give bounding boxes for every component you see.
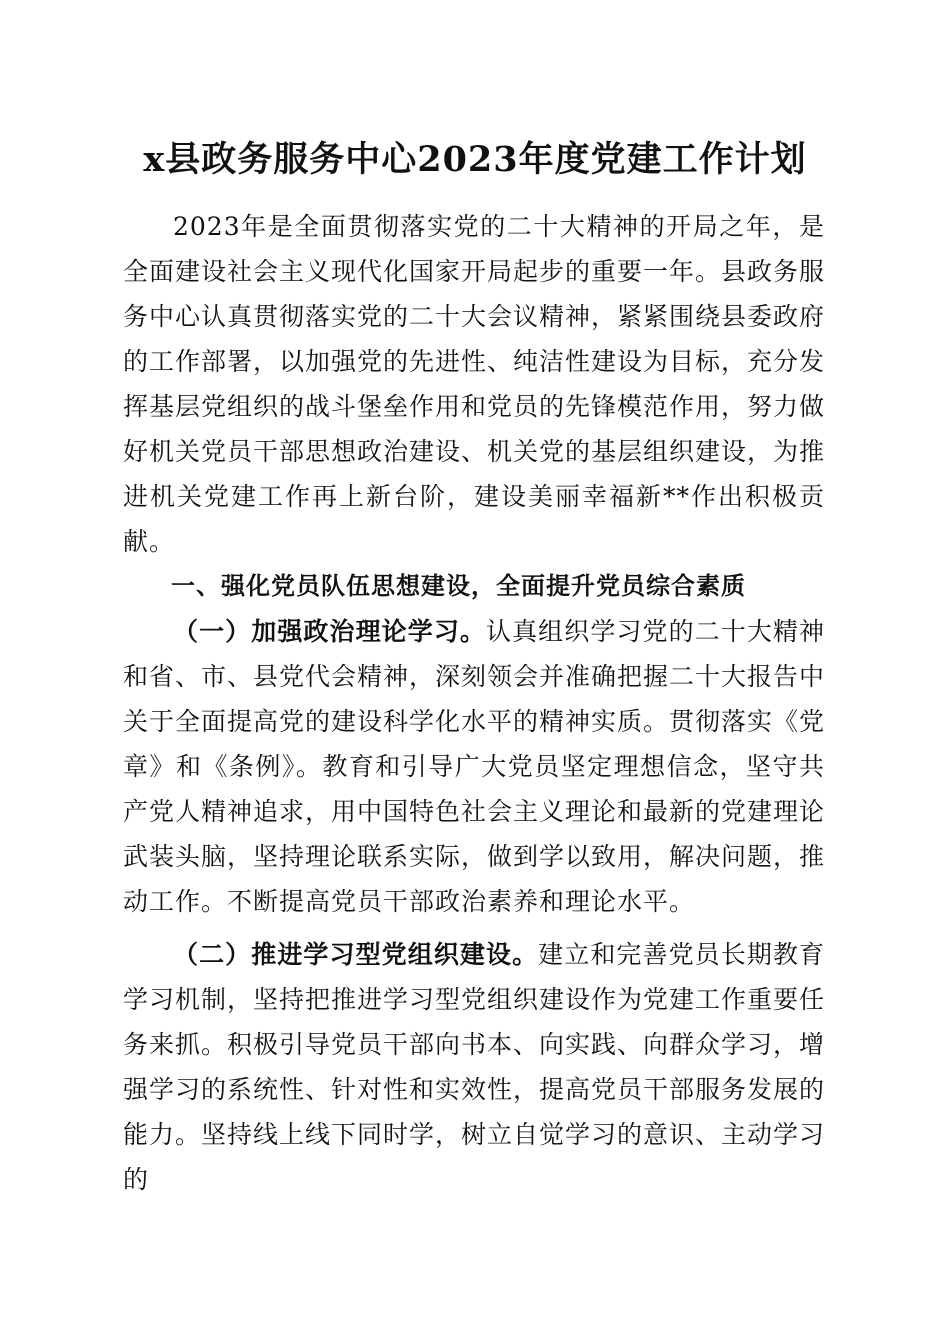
item-1-text: 认真组织学习党的二十大精神和省、市、县党代会精神，深刻领会并准确把握二十大报告中关于全面提高党的建设科学化水平的精神实质。贯彻落实《党章》和《条例》。教育和引导广大党员坚定理想信念，坚守共产党人精神追求，用中国特色社会主义理论和最新的党建理论武装头脑，坚持理论联系实际，做到学以致用，解决问题，推动工作。不断提高党员干部政治素养和理论水平。 — [123, 617, 826, 916]
section-1-item-1-paragraph — [123, 609, 825, 924]
document-body — [123, 204, 825, 1202]
paragraph-gap — [123, 924, 825, 932]
section-1-item-2-paragraph — [123, 932, 825, 1202]
item-2-lead: （二）推进学习型党组织建设。 — [173, 940, 539, 969]
section-1-heading: 一、强化党员队伍思想建设，全面提升党员综合素质 — [171, 572, 746, 600]
document-title: x县政务服务中心2023年度党建工作计划 — [143, 139, 807, 180]
item-2-text: 建立和完善党员长期教育学习机制，坚持把推进学习型党组织建设作为党建工作重要任务来抓。积极引导党员干部向书本、向实践、向群众学习，增强学习的系统性、针对性和实效性，提高党员干部服务发展的能力。坚持线上线下同时学，树立自觉学习的意识、主动学习的 — [123, 940, 826, 1194]
intro-paragraph: 2023年是全面贯彻落实党的二十大精神的开局之年，是全面建设社会主义现代化国家开局起步的重要一年。县政务服务中心认真贯彻落实党的二十大会议精神，紧紧围绕县委政府的工作部署，以加强党的先进性、纯洁性建设为目标，充分发挥基层党组织的战斗堡垒作用和党员的先锋模范作用，努力做好机关党员干部思想政治建设、机关党的基层组织建设，为推进机关党建工作再上新台阶，建设美丽幸福新**作出积极贡献。 — [123, 212, 826, 556]
item-1-lead: （一）加强政治理论学习。 — [173, 617, 486, 646]
